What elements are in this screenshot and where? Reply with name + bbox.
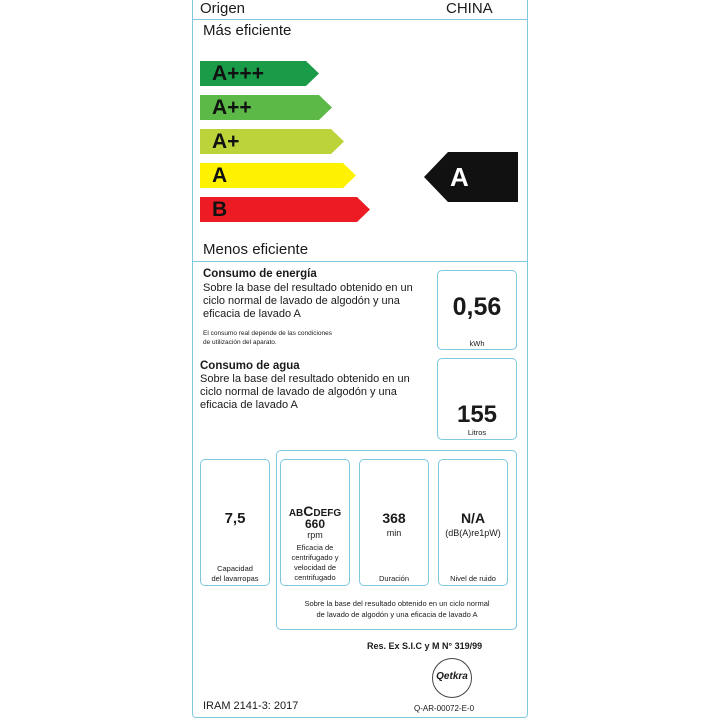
origin-value: CHINA <box>446 0 493 17</box>
capacity-caption: Capacidad del lavarropas <box>211 564 259 583</box>
energy-class-label: A <box>212 164 228 187</box>
energy-rating-value: A <box>450 162 469 192</box>
capacity-value: 7,5 <box>224 510 246 527</box>
energy-class-bar-b <box>200 197 371 222</box>
less-efficient-label: Menos eficiente <box>203 241 309 258</box>
energy-class-bar-a <box>200 163 357 188</box>
standard-text: IRAM 2141-3: 2017 <box>203 700 299 712</box>
noise-value: N/A <box>460 510 486 526</box>
origin-label: Origen <box>200 0 246 17</box>
energy-consumption-title: Consumo de energía <box>203 268 317 280</box>
energy-unit: kWh <box>469 339 485 348</box>
duration-box <box>359 459 429 586</box>
energy-rating-indicator <box>424 152 518 202</box>
energy-value: 0,56 <box>452 293 502 321</box>
water-consumption-title: Consumo de agua <box>200 360 300 372</box>
duration-value: 368 <box>382 510 406 526</box>
noise-caption: Nivel de ruido <box>450 574 496 583</box>
noise-box <box>438 459 508 586</box>
water-value: 155 <box>456 401 498 428</box>
spin-caption: Eficacia de centrifugado y velocidad de centrifugado <box>291 543 339 582</box>
spin-efficiency-class: C <box>303 503 314 519</box>
water-unit: Litros <box>467 428 487 437</box>
energy-class-label: A+ <box>212 130 240 153</box>
energy-class-label: A++ <box>212 96 252 119</box>
certification-logo-text: Qetkra <box>436 671 468 682</box>
energy-class-label: A+++ <box>212 62 264 85</box>
rating-arrow <box>424 152 518 202</box>
certificate-code: Q-AR-00072-E-0 <box>414 704 475 713</box>
spin-speed-unit: rpm <box>307 530 323 540</box>
more-efficient-label: Más eficiente <box>203 22 292 39</box>
capacity-box <box>200 459 270 586</box>
duration-caption: Duración <box>378 574 409 583</box>
scale-divider <box>193 261 527 262</box>
energy-class-bar-a2 <box>200 95 333 120</box>
certification-logo <box>432 658 472 698</box>
energy-class-label: B <box>212 198 228 221</box>
energy-value-box <box>437 270 517 350</box>
energy-consumption-description: Sobre la base del resultado obtenido en un ciclo normal de lavado de algodón y una eficacia de lavado A <box>203 282 413 320</box>
spin-efficiency-scale: ABCDEFG <box>288 503 342 519</box>
water-value-box <box>437 358 517 440</box>
resolution-text: Res. Ex S.I.C y M N° 319/99 <box>367 641 483 651</box>
duration-unit: min <box>386 528 402 538</box>
energy-class-bar-a1 <box>200 129 345 154</box>
water-consumption-description: Sobre la base del resultado obtenido en un ciclo normal de lavado de algodón y una eficacia de lavado A <box>200 373 410 411</box>
energy-class-bar-a3 <box>200 61 320 86</box>
specs-note: Sobre la base del resultado obtenido en un ciclo normal de lavado de algodón y una eficacia de lavado A <box>304 599 490 619</box>
spin-box <box>280 459 350 586</box>
energy-consumption-note: El consumo real depende de las condiciones de utilización del aparato. <box>203 330 333 346</box>
noise-unit: (dB(A)re1pW) <box>445 528 501 538</box>
spin-speed-value: 660 <box>304 517 326 531</box>
header-divider <box>193 19 527 20</box>
